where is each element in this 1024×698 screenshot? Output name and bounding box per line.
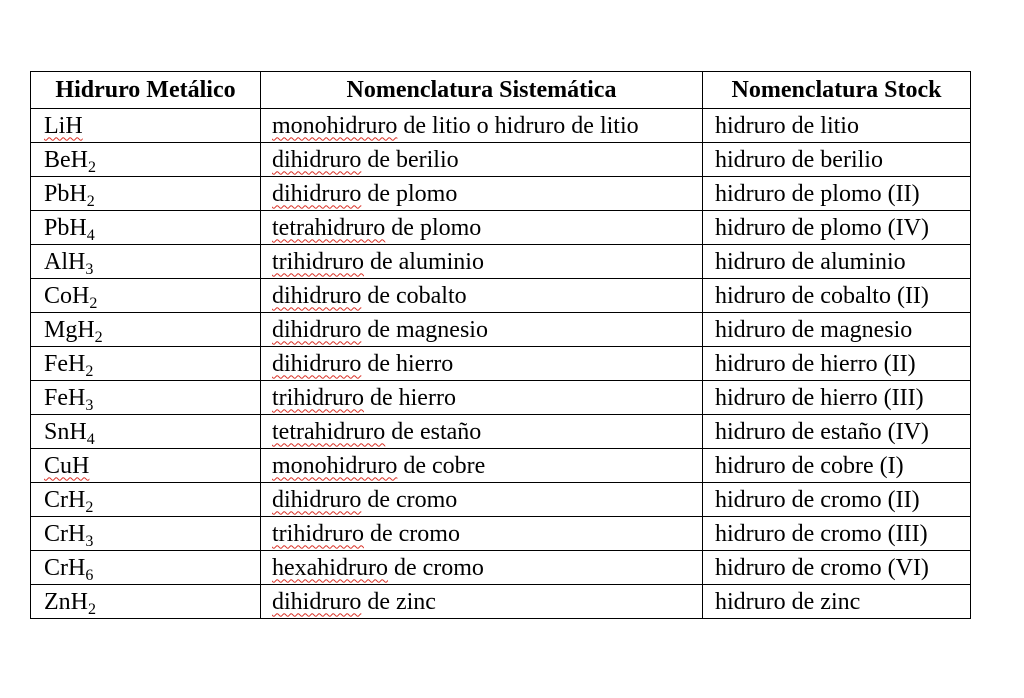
systematic-name-rest: de magnesio (361, 316, 488, 343)
formula-subscript: 3 (85, 396, 94, 414)
formula-subscript: 2 (85, 362, 94, 380)
table-row (31, 279, 971, 313)
systematic-name-rest: de berilio (361, 146, 459, 173)
stock-name-cell: hidruro de plomo (II) (703, 177, 971, 211)
formula-symbol: FeH (44, 350, 86, 377)
formula-symbol: MgH (44, 316, 95, 343)
stock-name-cell: hidruro de cobalto (II) (703, 279, 971, 313)
systematic-name-cell (261, 381, 703, 415)
formula-subscript: 2 (85, 498, 94, 516)
systematic-name-prefix: dihidruro (272, 588, 362, 615)
systematic-name-cell (261, 517, 703, 551)
stock-name-cell: hidruro de litio (703, 109, 971, 143)
systematic-name-rest: de cromo (387, 554, 484, 581)
header-stock-nomenclature: Nomenclatura Stock (703, 72, 971, 109)
table-row (31, 585, 971, 619)
hydride-formula-cell (31, 551, 261, 585)
systematic-name-cell (261, 347, 703, 381)
systematic-name-rest: de estaño (385, 418, 482, 445)
formula-symbol: CrH (44, 554, 86, 581)
table-row (31, 143, 971, 177)
table-row (31, 517, 971, 551)
formula-subscript: 2 (88, 600, 96, 618)
formula-subscript: 2 (86, 192, 95, 210)
hydride-formula-cell (31, 211, 261, 245)
systematic-name-cell (261, 449, 703, 483)
systematic-name-prefix: monohidruro (272, 112, 398, 139)
stock-name-cell: hidruro de estaño (IV) (703, 415, 971, 449)
formula-symbol: PbH (44, 214, 87, 241)
formula-symbol: CrH (44, 520, 86, 547)
systematic-name-rest: de hierro (361, 350, 454, 377)
systematic-name-cell (261, 177, 703, 211)
systematic-name-prefix: dihidruro (272, 180, 362, 207)
systematic-name-prefix: tetrahidruro (272, 418, 386, 445)
formula-subscript: 2 (94, 328, 103, 346)
formula-symbol: SnH (44, 418, 87, 445)
systematic-name-prefix: monohidruro (272, 452, 398, 479)
header-row (31, 72, 971, 109)
table-row (31, 245, 971, 279)
table-row (31, 551, 971, 585)
formula-subscript: 2 (88, 158, 96, 176)
formula-symbol: CrH (44, 486, 86, 513)
formula-symbol: LiH (44, 112, 83, 139)
systematic-name-cell (261, 279, 703, 313)
systematic-name-cell (261, 483, 703, 517)
formula-symbol: PbH (44, 180, 87, 207)
table-row (31, 449, 971, 483)
stock-name-cell: hidruro de hierro (II) (703, 347, 971, 381)
stock-name-cell: hidruro de zinc (703, 585, 971, 619)
formula-symbol: CoH (44, 282, 90, 309)
systematic-name-cell (261, 551, 703, 585)
systematic-name-rest: de litio o hidruro de litio (397, 112, 639, 139)
systematic-name-rest: de plomo (385, 214, 482, 241)
header-systematic-nomenclature: Nomenclatura Sistemática (261, 72, 703, 109)
table-row (31, 381, 971, 415)
table-header (31, 72, 971, 109)
systematic-name-cell (261, 245, 703, 279)
formula-subscript: 3 (85, 260, 94, 278)
table-body (31, 109, 971, 619)
systematic-name-cell (261, 109, 703, 143)
hydride-formula-cell (31, 347, 261, 381)
systematic-name-cell (261, 313, 703, 347)
stock-name-cell: hidruro de berilio (703, 143, 971, 177)
header-metal-hydride: Hidruro Metálico (31, 72, 261, 109)
formula-subscript: 2 (89, 294, 98, 312)
formula-symbol: BeH (44, 146, 88, 173)
systematic-name-rest: de plomo (361, 180, 458, 207)
stock-name-cell: hidruro de cromo (III) (703, 517, 971, 551)
systematic-name-prefix: dihidruro (272, 316, 362, 343)
systematic-name-cell (261, 415, 703, 449)
systematic-name-prefix: dihidruro (272, 282, 362, 309)
stock-name-cell: hidruro de cobre (I) (703, 449, 971, 483)
stock-name-cell: hidruro de plomo (IV) (703, 211, 971, 245)
stock-name-cell: hidruro de cromo (II) (703, 483, 971, 517)
systematic-name-prefix: dihidruro (272, 486, 362, 513)
hydride-formula-cell (31, 143, 261, 177)
table-row (31, 313, 971, 347)
hydride-formula-cell (31, 177, 261, 211)
systematic-name-prefix: hexahidruro (272, 554, 388, 581)
formula-symbol: FeH (44, 384, 86, 411)
formula-subscript: 6 (85, 566, 94, 584)
systematic-name-cell (261, 211, 703, 245)
stock-name-cell: hidruro de aluminio (703, 245, 971, 279)
table-row (31, 483, 971, 517)
hydride-formula-cell (31, 517, 261, 551)
systematic-name-rest: de hierro (363, 384, 456, 411)
systematic-name-prefix: tetrahidruro (272, 214, 386, 241)
formula-subscript: 3 (85, 532, 94, 550)
hydride-formula-cell (31, 109, 261, 143)
hydride-formula-cell (31, 313, 261, 347)
systematic-name-prefix: trihidruro (272, 384, 364, 411)
systematic-name-rest: de cromo (363, 520, 460, 547)
systematic-name-prefix: dihidruro (272, 350, 362, 377)
table-row (31, 211, 971, 245)
hydrides-table (30, 71, 971, 619)
systematic-name-rest: de cromo (361, 486, 458, 513)
hydride-formula-cell (31, 415, 261, 449)
systematic-name-prefix: dihidruro (272, 146, 362, 173)
systematic-name-rest: de zinc (361, 588, 436, 615)
hydride-formula-cell (31, 279, 261, 313)
stock-name-cell: hidruro de hierro (III) (703, 381, 971, 415)
systematic-name-prefix: trihidruro (272, 248, 364, 275)
hydride-formula-cell (31, 585, 261, 619)
table-row (31, 415, 971, 449)
systematic-name-rest: de aluminio (363, 248, 484, 275)
hydride-formula-cell (31, 245, 261, 279)
formula-subscript: 4 (86, 430, 95, 448)
systematic-name-rest: de cobre (397, 452, 486, 479)
formula-subscript: 4 (86, 226, 95, 244)
formula-symbol: ZnH (44, 588, 88, 615)
table-row (31, 347, 971, 381)
hydride-formula-cell (31, 381, 261, 415)
table-row (31, 109, 971, 143)
stock-name-cell: hidruro de cromo (VI) (703, 551, 971, 585)
systematic-name-cell (261, 585, 703, 619)
formula-symbol: CuH (44, 452, 90, 479)
stock-name-cell: hidruro de magnesio (703, 313, 971, 347)
table-row (31, 177, 971, 211)
systematic-name-rest: de cobalto (361, 282, 467, 309)
systematic-name-prefix: trihidruro (272, 520, 364, 547)
formula-symbol: AlH (44, 248, 86, 275)
hydride-formula-cell (31, 483, 261, 517)
hydride-formula-cell (31, 449, 261, 483)
systematic-name-cell (261, 143, 703, 177)
